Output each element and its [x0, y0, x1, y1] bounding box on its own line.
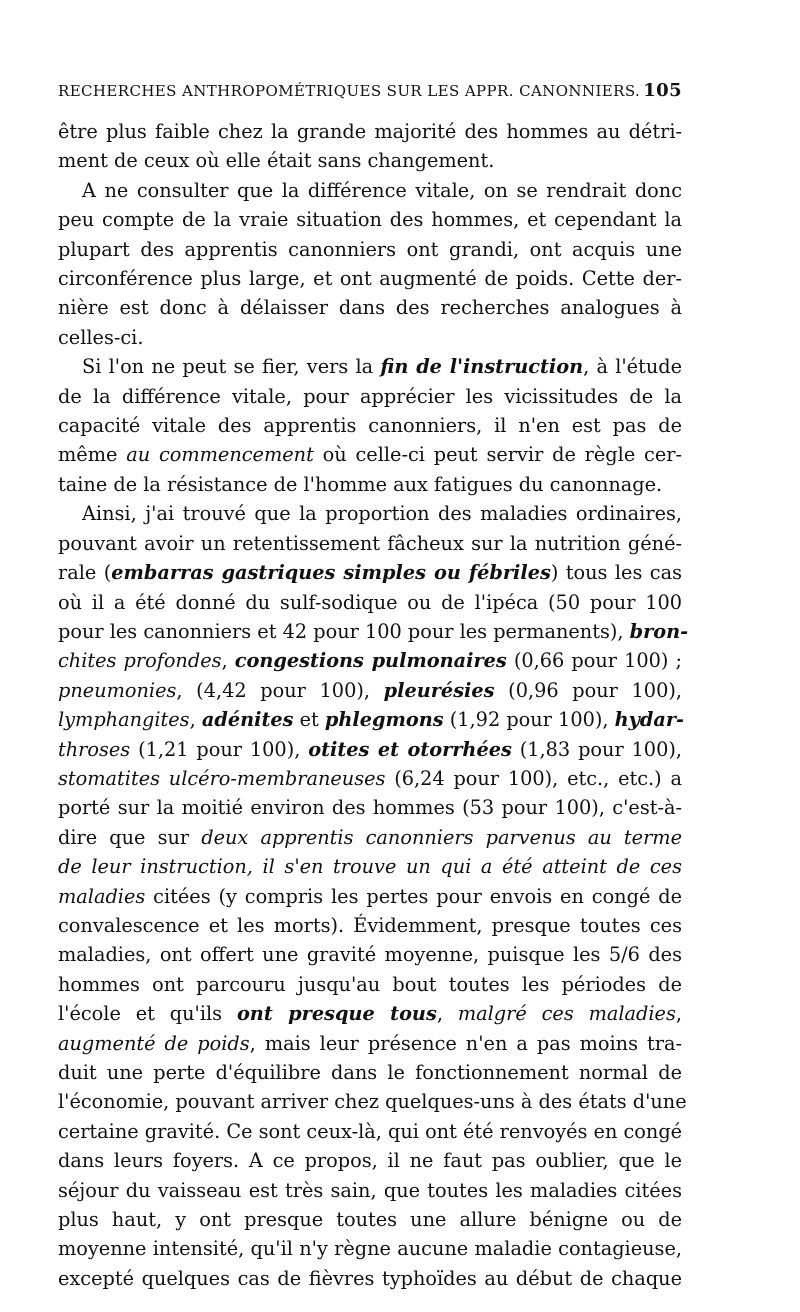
emphasis-text: malgré ces maladies — [457, 1002, 676, 1026]
plain-text: , — [436, 1002, 458, 1026]
text-line — [58, 617, 689, 646]
emphasis-text: hydar- — [614, 708, 684, 732]
plain-text: où celle-ci peut servir de règle cer- — [313, 443, 682, 467]
text-line: porté sur la moitié environ des hommes (53 pour 100), c'est-à- — [58, 796, 682, 820]
plain-text: , — [221, 649, 235, 673]
emphasis-text: throses — [58, 737, 131, 761]
text-line — [58, 440, 682, 469]
emphasis-text: congestions pulmonaires — [234, 649, 507, 673]
text-line: dans leurs foyers. A ce propos, il ne faut pas oublier, que le — [58, 1149, 682, 1173]
text-line: nière est donc à délaisser dans des recherches analogues à — [58, 296, 682, 320]
emphasis-text: chites profondes — [58, 649, 222, 673]
plain-text: pour les canonniers et 42 pour 100 pour les permanents), — [58, 619, 630, 643]
text-line: hommes ont parcouru jusqu'au bout toutes les périodes de — [58, 972, 682, 996]
plain-text: rale ( — [58, 561, 112, 585]
plain-text: citées (y compris les pertes pour envois en congé de — [145, 884, 682, 908]
text-line — [58, 823, 682, 852]
text-line: moyenne intensité, qu'il n'y règne aucune maladie contagieuse, — [58, 1237, 682, 1261]
emphasis-text: deux apprentis canonniers parvenus au terme — [201, 825, 682, 849]
page-number: 105 — [643, 80, 682, 101]
text-line — [58, 646, 682, 675]
text-line — [58, 764, 682, 793]
plain-text: (1,83 pour 100), — [511, 737, 682, 761]
plain-text: (1,92 pour 100), — [443, 708, 615, 732]
text-line: être plus faible chez la grande majorité des hommes au détri- — [58, 120, 682, 143]
emphasis-text: adénites — [201, 708, 294, 732]
plain-text: (0,96 pour 100), — [494, 678, 682, 702]
text-line: séjour du vaisseau est très sain, que toutes les maladies citées — [58, 1178, 682, 1202]
text-line: duit une perte d'équilibre dans le fonctionnement normal de — [58, 1061, 682, 1084]
text-line — [58, 676, 682, 705]
text-line — [58, 999, 682, 1028]
plain-text: , (4,42 pour 100), — [176, 678, 384, 702]
running-header — [58, 80, 682, 101]
emphasis-text: pneumonies — [58, 678, 177, 702]
text-line — [58, 352, 682, 381]
body-text — [58, 117, 689, 1293]
text-line — [58, 852, 682, 881]
text-line — [58, 705, 682, 734]
plain-text: ) tous les cas — [550, 561, 682, 585]
text-line — [58, 558, 682, 587]
emphasis-text: au commencement — [126, 443, 314, 467]
text-line: où il a été donné du sulf-sodique ou de l'ipéca (50 pour 100 — [58, 590, 682, 614]
text-line: plus haut, y ont presque toutes une allure bénigne ou de — [58, 1208, 682, 1232]
plain-text: , à l'étude — [583, 355, 683, 379]
emphasis-text: pleurésies — [383, 678, 495, 702]
text-line: celles-ci. — [58, 325, 144, 349]
emphasis-text: de leur instruction, il s'en trouve un qui a été atteint de ces — [58, 855, 682, 879]
text-line: maladies, ont offert une gravité moyenne, puisque les 5/6 des — [58, 943, 682, 967]
text-line: Ainsi, j'ai trouvé que la proportion des maladies ordinaires, — [82, 502, 682, 526]
emphasis-text: ont presque tous — [236, 1002, 437, 1026]
text-line: excepté quelques cas de fièvres typhoïdes au début de chaque — [58, 1266, 682, 1290]
text-line — [58, 882, 682, 911]
text-line: convalescence et les morts). Évidemment, presque toutes ces — [58, 913, 682, 937]
text-line: plupart des apprentis canonniers ont grandi, ont acquis une — [58, 237, 682, 261]
emphasis-text: lymphangites — [58, 708, 190, 732]
plain-text: (6,24 pour 100), etc., etc.) a — [385, 766, 682, 790]
text-line: A ne consulter que la différence vitale, on se rendrait donc — [82, 178, 682, 202]
text-line: l'économie, pouvant arriver chez quelques-uns à des états d'une — [58, 1090, 687, 1114]
text-line: de la différence vitale, pour apprécier les vicissitudes de la — [58, 384, 682, 408]
emphasis-text: embarras gastriques simples ou fébriles — [111, 561, 551, 585]
plain-text: , — [189, 708, 202, 732]
plain-text: Si l'on ne peut se fier, vers la — [82, 355, 381, 379]
paragraph-block — [58, 117, 689, 1293]
text-line: capacité vitale des apprentis canonniers, il n'en est pas de — [58, 414, 682, 438]
text-line: pouvant avoir un retentissement fâcheux sur la nutrition géné- — [58, 531, 682, 555]
emphasis-text: otites et otorrhées — [308, 737, 512, 761]
plain-text: (1,21 pour 100), — [130, 737, 309, 761]
emphasis-text: fin de l'instruction — [380, 355, 584, 379]
plain-text: dire que sur — [58, 825, 202, 849]
plain-text: et — [293, 708, 325, 732]
emphasis-text: bron- — [629, 619, 689, 643]
emphasis-text: augmenté de poids — [58, 1031, 250, 1055]
plain-text: , mais leur présence n'en a pas moins tra- — [249, 1031, 682, 1055]
text-line: circonférence plus large, et ont augmenté de poids. Cette der- — [58, 267, 682, 291]
text-line: ment de ceux où elle était sans changement. — [58, 149, 495, 173]
text-line: certaine gravité. Ce sont ceux-là, qui ont été renvoyés en congé — [58, 1119, 683, 1143]
plain-text: , — [675, 1002, 682, 1026]
text-line — [58, 735, 682, 764]
text-line: taine de la résistance de l'homme aux fatigues du canonnage. — [58, 472, 663, 496]
emphasis-text: maladies — [58, 884, 146, 908]
plain-text: l'école et qu'ils — [58, 1002, 237, 1026]
emphasis-text: stomatites ulcéro-membraneuses — [58, 766, 386, 790]
plain-text: même — [58, 443, 127, 467]
running-title: RECHERCHES ANTHROPOMÉTRIQUES SUR LES APPR. CANONNIERS. — [58, 82, 641, 100]
plain-text: (0,66 pour 100) ; — [506, 649, 682, 673]
text-line: peu compte de la vraie situation des hommes, et cependant la — [58, 208, 682, 232]
emphasis-text: phlegmons — [324, 708, 444, 732]
text-line — [58, 1029, 682, 1058]
